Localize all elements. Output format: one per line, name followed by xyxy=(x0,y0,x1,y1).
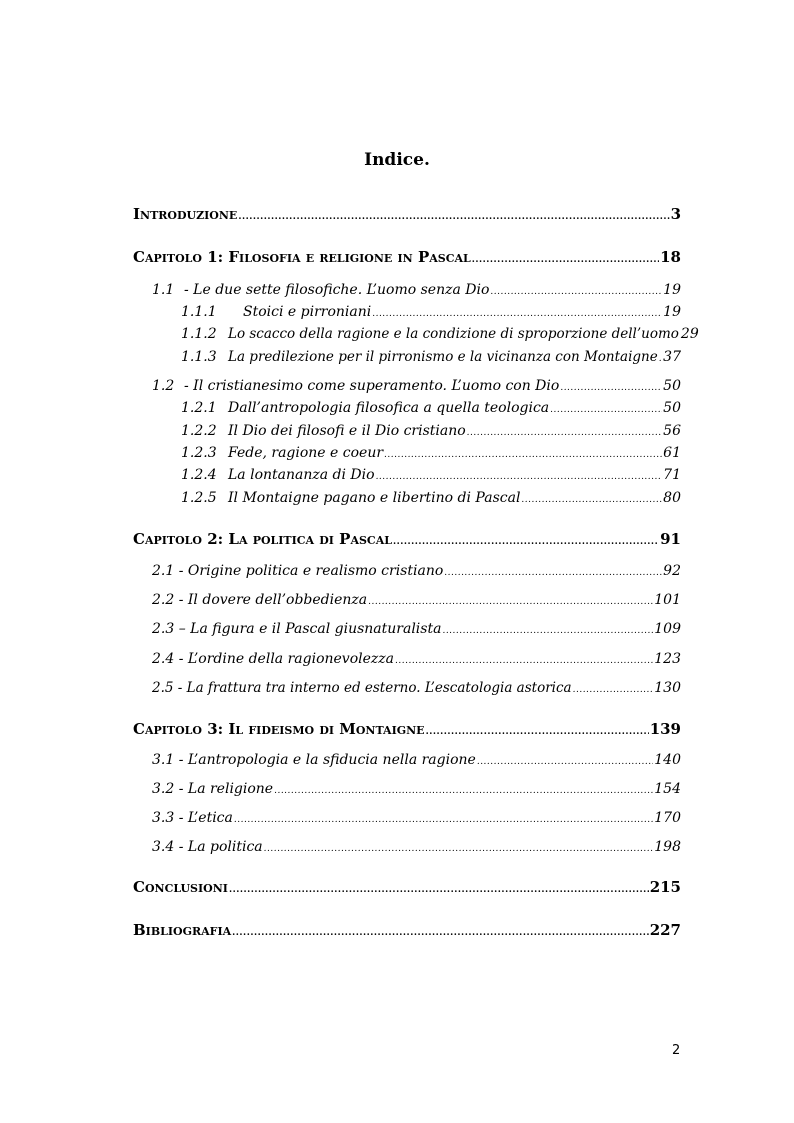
toc-page: 19 xyxy=(663,304,681,320)
toc-entry-2-5 xyxy=(152,680,681,696)
toc-page: 56 xyxy=(663,423,681,439)
toc-leader xyxy=(426,727,649,737)
toc-label: Il Dio dei filosofi e il Dio cristiano xyxy=(228,423,466,439)
toc-entry-1-1 xyxy=(152,282,681,298)
toc-entry-capitolo-2 xyxy=(133,530,681,548)
toc-leader xyxy=(659,354,662,364)
toc-entry-3-1 xyxy=(152,752,681,768)
toc-number: 1.1 xyxy=(152,282,175,298)
toc-leader xyxy=(376,472,663,482)
toc-leader xyxy=(393,537,659,547)
toc-label: Fede, ragione e coeur xyxy=(228,445,384,461)
toc-leader xyxy=(372,309,662,319)
toc-leader xyxy=(444,568,662,578)
toc-leader xyxy=(232,928,649,938)
toc-label: Bibliografia xyxy=(133,921,232,939)
toc-leader xyxy=(442,626,653,636)
toc-page: 91 xyxy=(660,530,681,548)
toc-page: 101 xyxy=(654,592,681,608)
toc-label: 2.1 - Origine politica e realismo cristiano xyxy=(152,563,444,579)
toc-entry-1-1-2 xyxy=(181,326,699,342)
toc-entry-1-2-2 xyxy=(181,423,681,439)
toc-leader xyxy=(274,786,653,796)
toc-label: Dall’antropologia filosofica a quella teologica xyxy=(228,400,550,416)
toc-label: 3.3 - L’etica xyxy=(152,810,233,826)
toc-entry-1-2-5 xyxy=(181,490,681,506)
toc-leader xyxy=(229,885,649,895)
toc-label: 3.2 - La religione xyxy=(152,781,274,797)
toc-label: - Le due sette filosofiche. L’uomo senza Dio xyxy=(184,282,490,298)
toc-page: 18 xyxy=(660,248,681,266)
toc-entry-3-4 xyxy=(152,839,681,855)
toc-leader xyxy=(264,844,654,854)
toc-page: 80 xyxy=(663,490,681,506)
toc-leader xyxy=(395,656,653,666)
toc-leader xyxy=(573,685,654,695)
toc-page: 61 xyxy=(663,445,681,461)
toc-page: 130 xyxy=(654,680,681,696)
toc-number: 1.1.3 xyxy=(181,349,217,365)
toc-page: 19 xyxy=(663,282,681,298)
page-number: 2 xyxy=(672,1043,681,1058)
toc-page: 123 xyxy=(654,651,681,667)
toc-leader xyxy=(560,383,662,393)
toc-number: 1.2.1 xyxy=(181,400,217,416)
toc-entry-3-3 xyxy=(152,810,681,826)
toc-entry-capitolo-1 xyxy=(133,248,681,266)
toc-label: 2.5 - La frattura tra interno ed esterno. L’escatologia astorica xyxy=(152,680,572,696)
toc-entry-2-1 xyxy=(152,563,681,579)
toc-label: Capitolo 1: Filosofia e religione in Pascal xyxy=(133,248,471,266)
toc-page: 37 xyxy=(663,349,681,365)
toc-page: 139 xyxy=(649,720,681,738)
toc-number: 1.1.2 xyxy=(181,326,217,342)
page-title: Indice. xyxy=(364,150,430,170)
toc-number: 1.2.4 xyxy=(181,467,217,483)
toc-label: La lontananza di Dio xyxy=(228,467,375,483)
toc-label: Capitolo 3: Il fideismo di Montaigne xyxy=(133,720,425,738)
toc-entry-1-1-3 xyxy=(181,349,681,365)
toc-number: 1.1.1 xyxy=(181,304,217,320)
toc-page: 29 xyxy=(680,326,699,342)
toc-leader xyxy=(472,255,659,265)
toc-label: - Il cristianesimo come superamento. L’uomo con Dio xyxy=(184,378,560,394)
toc-page: 215 xyxy=(649,878,681,896)
toc-entry-1-2-1 xyxy=(181,400,681,416)
toc-entry-conclusioni xyxy=(133,878,681,896)
toc-page: 227 xyxy=(649,921,681,939)
toc-label: 3.1 - L’antropologia e la sfiducia nella ragione xyxy=(152,752,476,768)
toc-entry-introduzione xyxy=(133,205,681,223)
toc-page: 50 xyxy=(663,378,681,394)
toc-label: 2.3 – La figura e il Pascal giusnaturalista xyxy=(152,621,442,637)
toc-page: 50 xyxy=(663,400,681,416)
toc-leader xyxy=(234,815,653,825)
toc-number: 1.2.2 xyxy=(181,423,217,439)
toc-label: 2.4 - L’ordine della ragionevolezza xyxy=(152,651,395,667)
toc-entry-3-2 xyxy=(152,781,681,797)
toc-entry-2-4 xyxy=(152,651,681,667)
toc-leader xyxy=(550,405,662,415)
toc-label: Capitolo 2: La politica di Pascal xyxy=(133,530,392,548)
toc-page: 140 xyxy=(654,752,681,768)
toc-label: Il Montaigne pagano e libertino di Pascal xyxy=(228,490,521,506)
toc-leader xyxy=(490,287,662,297)
toc-leader xyxy=(477,757,653,767)
toc-label: Lo scacco della ragione e la condizione di sproporzione dell’uomo xyxy=(228,326,679,342)
toc-label: Stoici e pirroniani xyxy=(243,304,372,320)
toc-leader xyxy=(521,495,662,505)
toc-page: 3 xyxy=(670,205,681,223)
toc-label: 2.2 - Il dovere dell’obbedienza xyxy=(152,592,368,608)
toc-page: 154 xyxy=(654,781,681,797)
toc-label: Introduzione xyxy=(133,205,238,223)
toc-entry-2-2 xyxy=(152,592,681,608)
toc-label: 3.4 - La politica xyxy=(152,839,263,855)
toc-entry-1-2-4 xyxy=(181,467,681,483)
toc-leader xyxy=(384,450,662,460)
toc-leader xyxy=(368,597,653,607)
toc-number: 1.2 xyxy=(152,378,175,394)
toc-number: 1.2.5 xyxy=(181,490,217,506)
toc-number: 1.2.3 xyxy=(181,445,217,461)
toc-page: 92 xyxy=(663,563,681,579)
toc-page: 71 xyxy=(663,467,681,483)
toc-label: Conclusioni xyxy=(133,878,228,896)
toc-entry-1-2 xyxy=(152,378,681,394)
toc-entry-1-2-3 xyxy=(181,445,681,461)
toc-entry-1-1-1 xyxy=(181,304,681,320)
toc-entry-capitolo-3 xyxy=(133,720,681,738)
toc-page: 198 xyxy=(654,839,681,855)
toc-entry-bibliografia xyxy=(133,921,681,939)
toc-entry-2-3 xyxy=(152,621,681,637)
toc-leader xyxy=(238,212,669,222)
toc-page: 109 xyxy=(654,621,681,637)
toc-label: La predilezione per il pirronismo e la vicinanza con Montaigne xyxy=(228,349,658,365)
toc-page: 170 xyxy=(654,810,681,826)
toc-leader xyxy=(467,428,663,438)
